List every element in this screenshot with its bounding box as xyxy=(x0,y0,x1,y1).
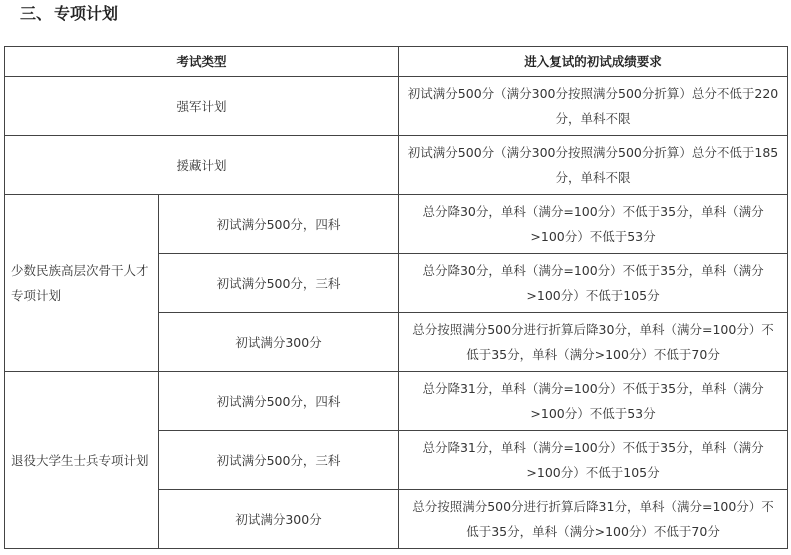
tuiyi-requirement-1: 总分降31分，单科（满分=100分）不低于35分，单科（满分>100分）不低于53分 xyxy=(399,372,788,431)
tuiyi-sub-3: 初试满分300分 xyxy=(159,490,399,549)
shaoshu-sub-2: 初试满分500分，三科 xyxy=(159,254,399,313)
header-exam-type: 考试类型 xyxy=(5,47,399,77)
qiangjun-requirement: 初试满分500分（满分300分按照满分500分折算）总分不低于220分，单科不限 xyxy=(399,77,788,136)
shaoshu-requirement-2: 总分降30分，单科（满分=100分）不低于35分，单科（满分>100分）不低于105分 xyxy=(399,254,788,313)
header-requirement: 进入复试的初试成绩要求 xyxy=(399,47,788,77)
special-plan-table xyxy=(4,46,788,549)
table-header-row xyxy=(5,47,788,77)
table-row-yuanzang xyxy=(5,136,788,195)
tuiyi-sub-2: 初试满分500分，三科 xyxy=(159,431,399,490)
shaoshu-sub-1: 初试满分500分，四科 xyxy=(159,195,399,254)
yuanzang-plan-name: 援藏计划 xyxy=(5,136,399,195)
table-row-shaoshu-1 xyxy=(5,195,788,254)
yuanzang-requirement: 初试满分500分（满分300分按照满分500分折算）总分不低于185分，单科不限 xyxy=(399,136,788,195)
shaoshu-plan-name: 少数民族高层次骨干人才专项计划 xyxy=(5,195,159,372)
section-title: 专项计划 xyxy=(54,4,119,23)
shaoshu-requirement-3: 总分按照满分500分进行折算后降30分，单科（满分=100分）不低于35分，单科（满分>100分）不低于70分 xyxy=(399,313,788,372)
section-number: 三、 xyxy=(20,4,53,23)
table-row-tuiyi-1 xyxy=(5,372,788,431)
tuiyi-requirement-3: 总分按照满分500分进行折算后降31分，单科（满分=100分）不低于35分，单科（满分>100分）不低于70分 xyxy=(399,490,788,549)
qiangjun-plan-name: 强军计划 xyxy=(5,77,399,136)
section-heading xyxy=(20,2,118,26)
table-row-qiangjun xyxy=(5,77,788,136)
shaoshu-requirement-1: 总分降30分，单科（满分=100分）不低于35分，单科（满分>100分）不低于53分 xyxy=(399,195,788,254)
tuiyi-requirement-2: 总分降31分，单科（满分=100分）不低于35分，单科（满分>100分）不低于105分 xyxy=(399,431,788,490)
tuiyi-sub-1: 初试满分500分，四科 xyxy=(159,372,399,431)
tuiyi-plan-name: 退役大学生士兵专项计划 xyxy=(5,372,159,549)
shaoshu-sub-3: 初试满分300分 xyxy=(159,313,399,372)
